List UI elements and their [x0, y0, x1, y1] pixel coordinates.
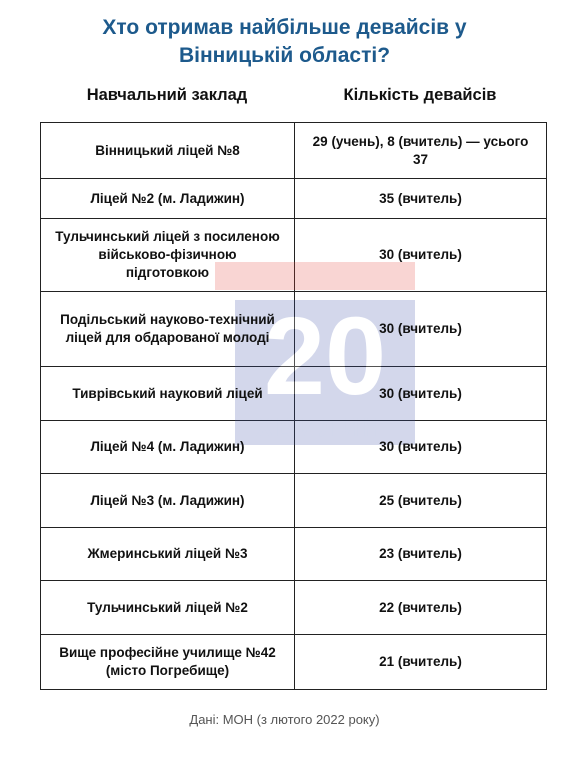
- school-cell: Ліцей №3 (м. Ладижин): [41, 474, 295, 528]
- school-cell: Подільський науково-технічний ліцей для обдарованої молоді: [41, 292, 295, 367]
- watermark-word: ХВИЛИН: [255, 412, 385, 442]
- devices-cell: 25 (вчитель): [295, 474, 547, 528]
- watermark-number: 20: [263, 295, 387, 418]
- school-cell: Тульчинський ліцей №2: [41, 581, 295, 635]
- devices-cell: 30 (вчитель): [295, 421, 547, 474]
- school-cell: Ліцей №4 (м. Ладижин): [41, 421, 295, 474]
- table-row: [41, 367, 547, 421]
- devices-cell: 30 (вчитель): [295, 219, 547, 292]
- devices-cell: 30 (вчитель): [295, 292, 547, 367]
- table-row: [41, 421, 547, 474]
- school-cell: Вінницький ліцей №8: [41, 123, 295, 179]
- devices-table: [40, 122, 547, 690]
- source-note: Дані: МОН (з лютого 2022 року): [189, 712, 380, 727]
- table-row: [41, 179, 547, 219]
- school-cell: Ліцей №2 (м. Ладижин): [41, 179, 295, 219]
- table-row: [41, 219, 547, 292]
- devices-cell: 30 (вчитель): [295, 367, 547, 421]
- page-title: [0, 14, 569, 70]
- title-line-1: Хто отримав найбільше девайсів у: [102, 16, 467, 39]
- table-row: [41, 581, 547, 635]
- table-row: [41, 474, 547, 528]
- title-line-2: Вінницькій області?: [178, 44, 391, 67]
- devices-cell: 35 (вчитель): [295, 179, 547, 219]
- school-cell: Тульчинський ліцей з посиленою військово-фізичною підготовкою: [41, 219, 295, 292]
- table-row: [41, 292, 547, 367]
- devices-cell: 23 (вчитель): [295, 528, 547, 581]
- devices-cell: 22 (вчитель): [295, 581, 547, 635]
- school-cell: Жмеринський ліцей №3: [41, 528, 295, 581]
- devices-cell: 21 (вчитель): [295, 635, 547, 690]
- school-cell: Тиврівський науковий ліцей: [41, 367, 295, 421]
- table-row: [41, 528, 547, 581]
- table-row: [41, 635, 547, 690]
- table-row: [41, 123, 547, 179]
- column-header-devices: Кількість девайсів: [343, 86, 497, 104]
- devices-cell: 29 (учень), 8 (вчитель) — усього 37: [295, 123, 547, 179]
- column-header-school: Навчальний заклад: [86, 86, 248, 104]
- school-cell: Вище професійне училище №42 (місто Погребище): [41, 635, 295, 690]
